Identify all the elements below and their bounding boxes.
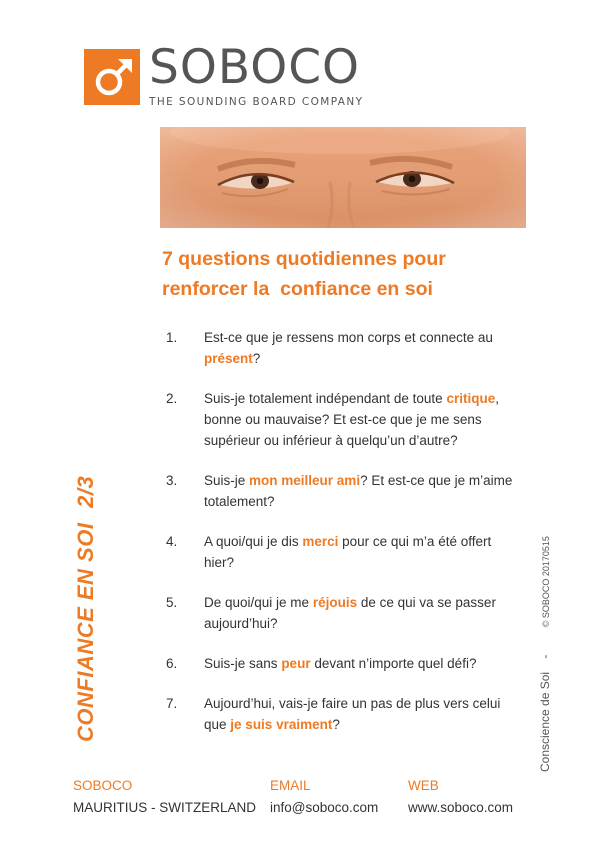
side-title-text: CONFIANCE EN SOI xyxy=(73,522,98,742)
question-text: Suis-je xyxy=(204,473,246,488)
question-item xyxy=(160,592,520,634)
question-highlight: merci xyxy=(302,534,339,549)
headline-line-1: 7 questions quotidiennes pour xyxy=(162,248,446,270)
question-text: Est-ce que je ressens mon corps et connecte au xyxy=(204,330,493,345)
footer-web xyxy=(408,775,513,819)
question-number: 4. xyxy=(166,534,178,549)
question-text-end: devant n’importe quel défi? xyxy=(314,656,477,671)
footer-company-label: SOBOCO xyxy=(73,778,133,793)
question-text-end: ? xyxy=(252,351,261,366)
male-symbol-icon xyxy=(84,49,140,105)
footer-web-label: WEB xyxy=(408,778,439,793)
question-number: 2. xyxy=(166,391,178,406)
question-highlight: peur xyxy=(281,656,311,671)
question-highlight: présent xyxy=(204,351,253,366)
question-highlight: réjouis xyxy=(312,595,358,610)
question-highlight: mon meilleur ami xyxy=(249,473,361,488)
question-text-end: de ce qui va se passer aujourd’hui? xyxy=(204,595,496,631)
side-caption-separator: - xyxy=(538,654,552,659)
question-text: Suis-je sans xyxy=(204,656,278,671)
question-number: 6. xyxy=(166,656,178,671)
question-text-end: ? Et est-ce que je m’aime totalement? xyxy=(204,473,513,509)
question-number: 1. xyxy=(166,330,178,345)
footer-email xyxy=(270,775,378,819)
side-title-part: 2/3 xyxy=(73,475,98,508)
question-text-end: pour ce qui m’a été offert hier? xyxy=(204,534,492,570)
footer-company-value: MAURITIUS - SWITZERLAND xyxy=(73,800,257,815)
question-highlight: critique xyxy=(446,391,496,406)
side-caption-text: Conscience de Soi xyxy=(538,671,552,772)
question-number: 7. xyxy=(166,696,178,711)
footer-email-label: EMAIL xyxy=(270,778,311,793)
headline xyxy=(162,244,542,304)
side-caption xyxy=(538,536,552,772)
footer-company xyxy=(73,775,256,819)
question-item xyxy=(160,470,520,512)
question-number: 3. xyxy=(166,473,178,488)
copyright-text: © SOBOCO 20170515 xyxy=(541,536,551,628)
footer-web-link[interactable]: www.soboco.com xyxy=(408,800,514,815)
question-text: Suis-je totalement indépendant de toute xyxy=(204,391,443,406)
question-item xyxy=(160,531,520,573)
banner-eyes-image xyxy=(160,127,526,228)
question-highlight: je suis vraiment xyxy=(230,717,333,732)
question-item xyxy=(160,327,520,369)
question-number: 5. xyxy=(166,595,178,610)
question-item xyxy=(160,693,520,735)
brand-tagline: THE SOUNDING BOARD COMPANY xyxy=(149,96,364,108)
side-title xyxy=(73,476,99,742)
questions-list xyxy=(160,327,520,735)
question-text-end: , bonne ou mauvaise? Et est-ce que je me sens supérieur ou inférieur à quelqu’un d’autre? xyxy=(204,391,499,448)
question-text: A quoi/qui je dis xyxy=(204,534,299,549)
question-text: Aujourd’hui, vais-je faire un pas de plus vers celui que xyxy=(204,696,501,732)
brand-name: SOBOCO xyxy=(149,40,361,95)
question-text-end: ? xyxy=(332,717,340,732)
question-item xyxy=(160,388,520,451)
logo-mark xyxy=(84,49,140,105)
question-item xyxy=(160,653,520,674)
headline-line-2: renforcer la confiance en soi xyxy=(162,278,433,300)
question-text: De quoi/qui je me xyxy=(204,595,310,610)
footer-email-link[interactable]: info@soboco.com xyxy=(270,800,379,815)
